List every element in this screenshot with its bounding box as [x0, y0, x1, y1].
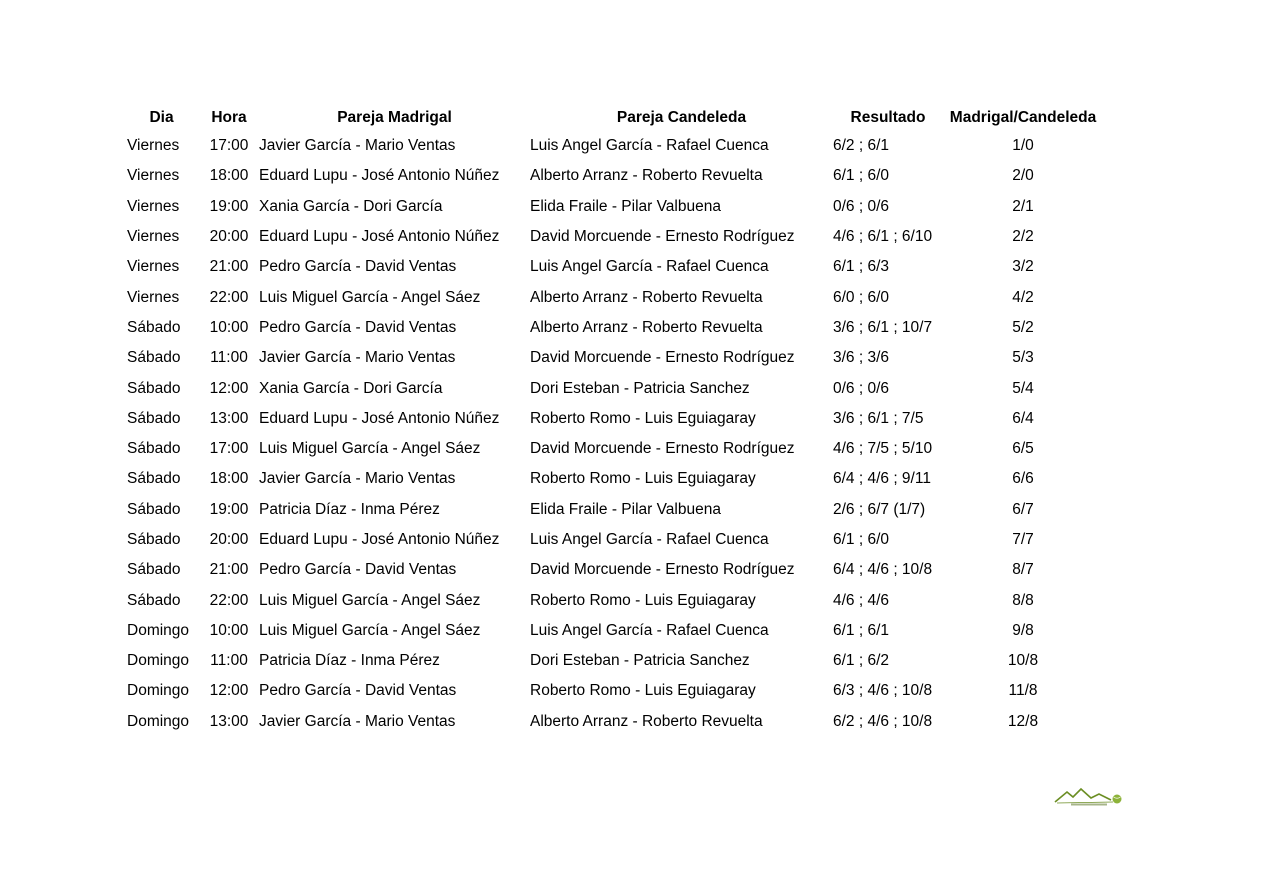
- table-row: [120, 373, 1103, 403]
- cell-pareja-candeleda: Elida Fraile - Pilar Valbuena: [530, 500, 721, 518]
- cell-marcador: 2/1: [1012, 197, 1034, 215]
- cell-hora: 10:00: [209, 318, 249, 336]
- cell-marcador: 4/2: [1012, 288, 1034, 306]
- cell-marcador: 2/0: [1012, 167, 1034, 185]
- table-row: [120, 707, 1103, 737]
- cell-pareja-candeleda: Luis Angel García - Rafael Cuenca: [530, 531, 769, 548]
- cell-hora: 17:00: [209, 137, 249, 155]
- cell-resultado: 2/6 ; 6/7 (1/7): [833, 500, 926, 518]
- cell-resultado: 6/3 ; 4/6 ; 10/8: [833, 682, 933, 700]
- cell-pareja-madrigal: Eduard Lupu - José Antonio Núñez: [259, 167, 500, 185]
- cell-pareja-madrigal: Patricia Díaz - Inma Pérez: [259, 652, 440, 670]
- table-row: [120, 616, 1103, 646]
- cell-hora: 10:00: [209, 621, 249, 639]
- cell-hora: 12:00: [209, 379, 249, 397]
- cell-hora: 13:00: [209, 409, 249, 427]
- table-row: [120, 313, 1103, 343]
- cell-resultado: 0/6 ; 0/6: [833, 197, 890, 215]
- cell-hora: 19:00: [209, 500, 249, 518]
- cell-hora: 12:00: [209, 682, 249, 700]
- table-row: [120, 495, 1103, 525]
- table-row: [120, 131, 1103, 161]
- cell-pareja-candeleda: David Morcuende - Ernesto Rodríguez: [530, 440, 795, 458]
- cell-dia: Sábado: [127, 349, 181, 367]
- table-row: [120, 585, 1103, 615]
- cell-marcador: 6/5: [1012, 440, 1034, 458]
- table-row: [120, 646, 1103, 676]
- header-dia: Dia: [149, 108, 174, 126]
- cell-dia: Domingo: [127, 621, 190, 639]
- table-row: [120, 222, 1103, 252]
- results-table: [120, 104, 1103, 737]
- cell-dia: Viernes: [127, 258, 180, 276]
- cell-marcador: 5/3: [1012, 349, 1034, 367]
- cell-marcador: 6/6: [1012, 470, 1034, 488]
- cell-dia: Viernes: [127, 228, 180, 246]
- cell-pareja-candeleda: Alberto Arranz - Roberto Revuelta: [530, 712, 763, 730]
- cell-marcador: 5/2: [1012, 318, 1034, 336]
- header-pareja-candeleda: Pareja Candeleda: [616, 108, 747, 126]
- table-row: [120, 343, 1103, 373]
- cell-pareja-candeleda: Roberto Romo - Luis Eguiagaray: [530, 470, 756, 488]
- cell-resultado: 3/6 ; 3/6: [833, 349, 890, 367]
- cell-pareja-candeleda: Alberto Arranz - Roberto Revuelta: [530, 318, 763, 336]
- table-row: [120, 434, 1103, 464]
- cell-dia: Sábado: [127, 409, 181, 427]
- cell-resultado: 4/6 ; 7/5 ; 5/10: [833, 440, 933, 458]
- cell-resultado: 6/4 ; 4/6 ; 10/8: [833, 561, 933, 579]
- cell-resultado: 4/6 ; 6/1 ; 6/10: [833, 228, 933, 246]
- cell-pareja-madrigal: Luis Miguel García - Angel Sáez: [259, 440, 481, 458]
- cell-pareja-madrigal: Pedro García - David Ventas: [259, 318, 457, 336]
- cell-pareja-madrigal: Pedro García - David Ventas: [259, 258, 457, 276]
- cell-pareja-candeleda: Luis Angel García - Rafael Cuenca: [530, 137, 769, 155]
- cell-hora: 20:00: [209, 228, 249, 246]
- cell-marcador: 8/8: [1012, 591, 1034, 609]
- cell-hora: 19:00: [209, 197, 249, 215]
- table-row: [120, 192, 1103, 222]
- cell-pareja-candeleda: Dori Esteban - Patricia Sanchez: [530, 652, 750, 670]
- header-hora: Hora: [211, 108, 247, 126]
- cell-dia: Domingo: [127, 682, 190, 700]
- cell-dia: Domingo: [127, 652, 190, 670]
- cell-pareja-madrigal: Eduard Lupu - José Antonio Núñez: [259, 228, 500, 246]
- header-pareja-madrigal: Pareja Madrigal: [337, 108, 452, 126]
- cell-hora: 18:00: [209, 470, 249, 488]
- cell-resultado: 6/2 ; 6/1: [833, 137, 890, 155]
- cell-dia: Sábado: [127, 561, 181, 579]
- cell-pareja-candeleda: Luis Angel García - Rafael Cuenca: [530, 621, 769, 639]
- cell-hora: 21:00: [209, 561, 249, 579]
- cell-marcador: 8/7: [1012, 561, 1034, 579]
- cell-pareja-madrigal: Javier García - Mario Ventas: [259, 137, 456, 155]
- cell-hora: 13:00: [209, 712, 249, 730]
- cell-dia: Sábado: [127, 318, 181, 336]
- cell-dia: Viernes: [127, 167, 180, 185]
- cell-pareja-candeleda: Elida Fraile - Pilar Valbuena: [530, 197, 721, 215]
- cell-pareja-madrigal: Luis Miguel García - Angel Sáez: [259, 621, 481, 639]
- cell-hora: 18:00: [209, 167, 249, 185]
- mountain-tennis-ball-logo-icon: [1053, 786, 1125, 808]
- table-row: [120, 525, 1103, 555]
- cell-pareja-madrigal: Luis Miguel García - Angel Sáez: [259, 288, 481, 306]
- cell-hora: 11:00: [210, 652, 248, 670]
- cell-dia: Viernes: [127, 197, 180, 215]
- table-body: [120, 131, 1103, 737]
- cell-pareja-madrigal: Eduard Lupu - José Antonio Núñez: [259, 531, 500, 548]
- cell-resultado: 6/2 ; 4/6 ; 10/8: [833, 712, 933, 730]
- cell-pareja-candeleda: Luis Angel García - Rafael Cuenca: [530, 258, 769, 276]
- cell-hora: 20:00: [209, 531, 249, 548]
- cell-dia: Sábado: [127, 379, 181, 397]
- table-row: [120, 464, 1103, 494]
- cell-resultado: 6/1 ; 6/0: [833, 167, 890, 185]
- cell-pareja-madrigal: Luis Miguel García - Angel Sáez: [259, 591, 481, 609]
- cell-resultado: 4/6 ; 4/6: [833, 591, 890, 609]
- header-row: [120, 104, 1103, 131]
- cell-marcador: 6/7: [1012, 500, 1034, 518]
- cell-pareja-candeleda: David Morcuende - Ernesto Rodríguez: [530, 561, 795, 579]
- cell-hora: 21:00: [209, 258, 249, 276]
- cell-marcador: 12/8: [1007, 712, 1039, 730]
- cell-marcador: 11/8: [1008, 682, 1038, 700]
- table-row: [120, 676, 1103, 706]
- cell-dia: Sábado: [127, 500, 181, 518]
- cell-dia: Sábado: [127, 470, 181, 488]
- cell-dia: Sábado: [127, 531, 181, 548]
- cell-resultado: 6/1 ; 6/1: [833, 621, 890, 639]
- cell-marcador: 2/2: [1012, 228, 1034, 246]
- cell-pareja-madrigal: Xania García - Dori García: [259, 197, 443, 215]
- cell-hora: 22:00: [209, 591, 249, 609]
- cell-pareja-madrigal: Eduard Lupu - José Antonio Núñez: [259, 409, 500, 427]
- cell-pareja-candeleda: Alberto Arranz - Roberto Revuelta: [530, 288, 763, 306]
- cell-pareja-candeleda: Roberto Romo - Luis Eguiagaray: [530, 409, 756, 427]
- cell-pareja-candeleda: Roberto Romo - Luis Eguiagaray: [530, 682, 756, 700]
- cell-resultado: 6/4 ; 4/6 ; 9/11: [833, 470, 931, 488]
- cell-hora: 17:00: [209, 440, 249, 458]
- cell-resultado: 0/6 ; 0/6: [833, 379, 890, 397]
- cell-pareja-madrigal: Patricia Díaz - Inma Pérez: [259, 500, 440, 518]
- cell-resultado: 6/1 ; 6/0: [833, 531, 890, 548]
- cell-marcador: 1/0: [1012, 137, 1034, 155]
- table-row: [120, 252, 1103, 282]
- cell-marcador: 5/4: [1012, 379, 1034, 397]
- table-row: [120, 282, 1103, 312]
- cell-marcador: 7/7: [1012, 531, 1034, 548]
- cell-dia: Sábado: [127, 591, 181, 609]
- cell-pareja-madrigal: Javier García - Mario Ventas: [259, 712, 456, 730]
- cell-dia: Sábado: [127, 440, 181, 458]
- cell-pareja-madrigal: Javier García - Mario Ventas: [259, 470, 456, 488]
- cell-hora: 11:00: [210, 349, 248, 367]
- cell-resultado: 3/6 ; 6/1 ; 10/7: [833, 318, 933, 336]
- cell-dia: Domingo: [127, 712, 190, 730]
- cell-dia: Viernes: [127, 137, 180, 155]
- cell-marcador: 10/8: [1007, 652, 1039, 670]
- cell-resultado: 6/1 ; 6/3: [833, 258, 890, 276]
- cell-hora: 22:00: [209, 288, 249, 306]
- cell-marcador: 9/8: [1012, 621, 1034, 639]
- table-row: [120, 404, 1103, 434]
- cell-pareja-candeleda: Dori Esteban - Patricia Sanchez: [530, 379, 750, 397]
- header-resultado: Resultado: [850, 108, 926, 126]
- cell-pareja-candeleda: Alberto Arranz - Roberto Revuelta: [530, 167, 763, 185]
- cell-pareja-candeleda: David Morcuende - Ernesto Rodríguez: [530, 349, 795, 367]
- cell-resultado: 6/0 ; 6/0: [833, 288, 890, 306]
- cell-resultado: 3/6 ; 6/1 ; 7/5: [833, 409, 924, 427]
- cell-pareja-candeleda: David Morcuende - Ernesto Rodríguez: [530, 228, 795, 246]
- cell-pareja-madrigal: Xania García - Dori García: [259, 379, 443, 397]
- cell-pareja-madrigal: Pedro García - David Ventas: [259, 682, 457, 700]
- cell-resultado: 6/1 ; 6/2: [833, 652, 890, 670]
- header-marcador: Madrigal/Candeleda: [949, 108, 1097, 126]
- cell-dia: Viernes: [127, 288, 180, 306]
- cell-pareja-madrigal: Pedro García - David Ventas: [259, 561, 457, 579]
- cell-pareja-candeleda: Roberto Romo - Luis Eguiagaray: [530, 591, 756, 609]
- cell-pareja-madrigal: Javier García - Mario Ventas: [259, 349, 456, 367]
- cell-marcador: 3/2: [1012, 258, 1034, 276]
- table-row: [120, 555, 1103, 585]
- table-row: [120, 161, 1103, 191]
- cell-marcador: 6/4: [1012, 409, 1034, 427]
